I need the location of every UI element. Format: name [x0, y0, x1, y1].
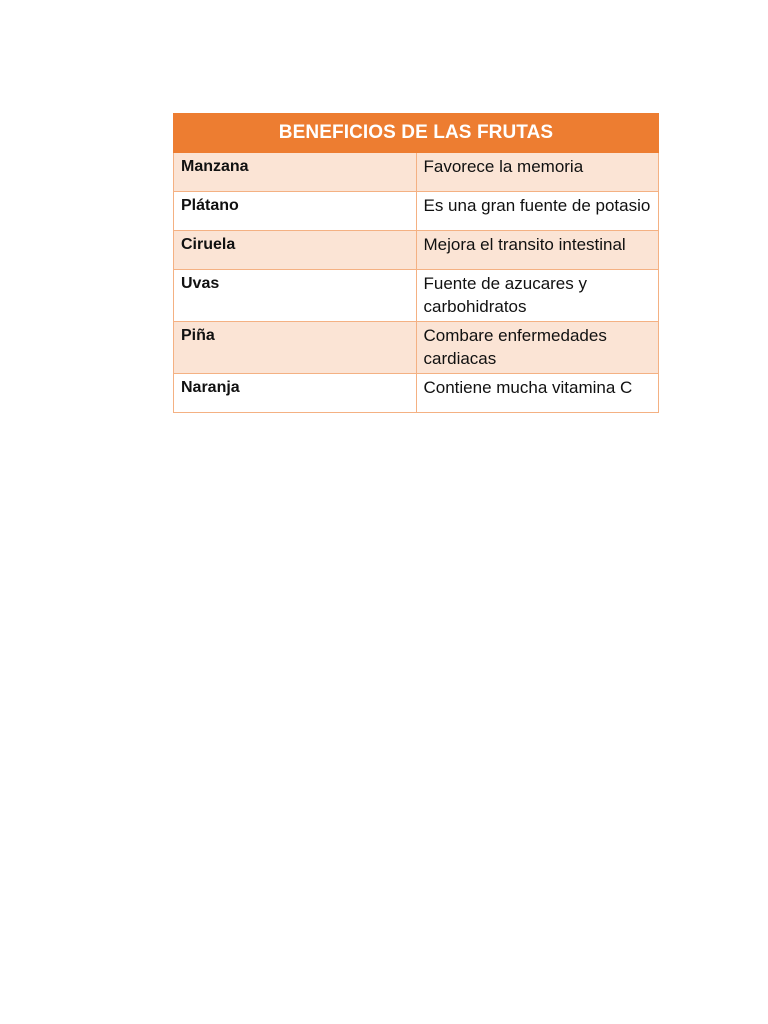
fruit-benefit: Es una gran fuente de potasio [416, 192, 659, 231]
table-title: BENEFICIOS DE LAS FRUTAS [174, 114, 659, 153]
fruit-name: Ciruela [174, 231, 417, 270]
fruit-benefit: Combare enfermedades cardiacas [416, 322, 659, 374]
fruit-name: Piña [174, 322, 417, 374]
fruit-benefit: Mejora el transito intestinal [416, 231, 659, 270]
fruit-benefit: Fuente de azucares y carbohidratos [416, 270, 659, 322]
table-row [174, 270, 659, 322]
fruit-benefits-table [173, 113, 659, 413]
fruit-name: Uvas [174, 270, 417, 322]
fruit-benefit: Contiene mucha vitamina C [416, 374, 659, 413]
table-row [174, 231, 659, 270]
fruit-name: Plátano [174, 192, 417, 231]
fruit-name: Manzana [174, 153, 417, 192]
table-row [174, 322, 659, 374]
table-row [174, 153, 659, 192]
table-header-row [174, 114, 659, 153]
fruit-name: Naranja [174, 374, 417, 413]
table-row [174, 374, 659, 413]
table-row [174, 192, 659, 231]
fruit-benefit: Favorece la memoria [416, 153, 659, 192]
